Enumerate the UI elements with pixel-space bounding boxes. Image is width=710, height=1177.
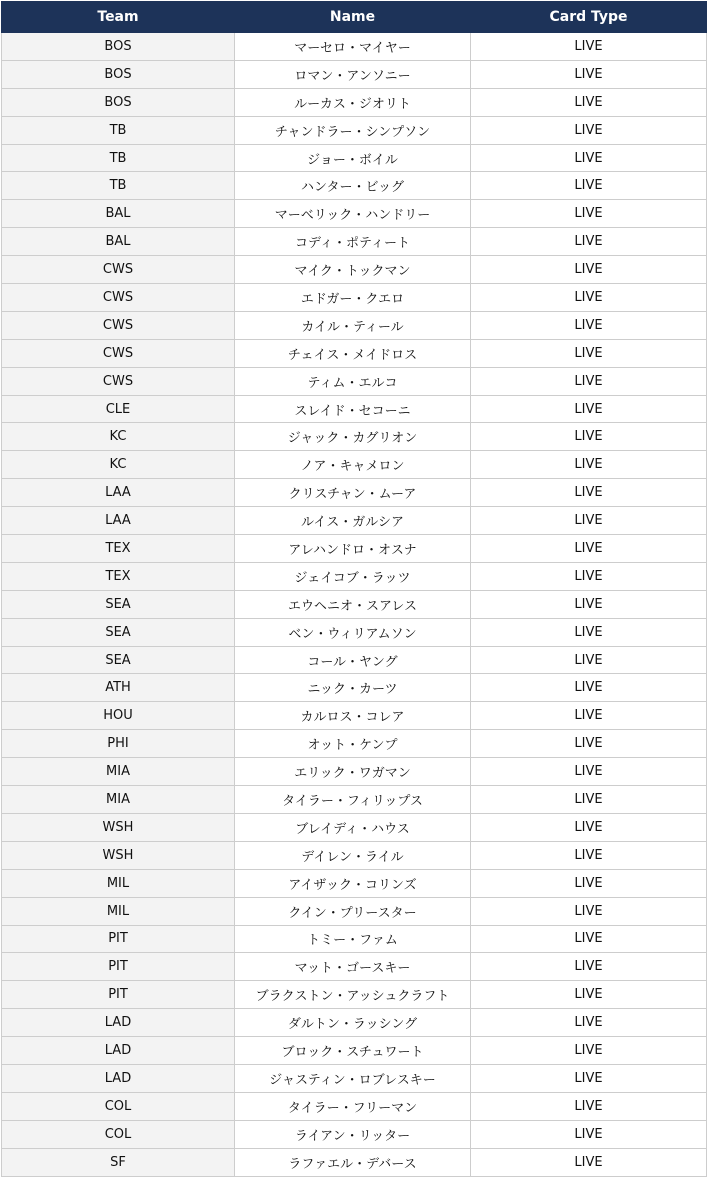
- team-cell: COL: [2, 1092, 235, 1120]
- table-row: [2, 925, 707, 953]
- table-row: [2, 1120, 707, 1148]
- card-type-cell: LIVE: [471, 869, 707, 897]
- table-row: [2, 395, 707, 423]
- table-row: [2, 1092, 707, 1120]
- card-type-cell: LIVE: [471, 618, 707, 646]
- card-type-cell: LIVE: [471, 1064, 707, 1092]
- card-type-cell: LIVE: [471, 33, 707, 61]
- table-row: [2, 451, 707, 479]
- team-cell: COL: [2, 1120, 235, 1148]
- card-type-cell: LIVE: [471, 646, 707, 674]
- table-row: [2, 33, 707, 61]
- team-cell: LAA: [2, 479, 235, 507]
- table-row: [2, 702, 707, 730]
- table-row: [2, 367, 707, 395]
- player-name-cell: エリック・ワガマン: [235, 758, 471, 786]
- table-row: [2, 1009, 707, 1037]
- card-type-cell: LIVE: [471, 730, 707, 758]
- team-cell: PHI: [2, 730, 235, 758]
- card-type-cell: LIVE: [471, 311, 707, 339]
- card-type-cell: LIVE: [471, 200, 707, 228]
- card-type-cell: LIVE: [471, 1009, 707, 1037]
- team-cell: MIL: [2, 869, 235, 897]
- table-row: [2, 674, 707, 702]
- team-cell: LAD: [2, 1009, 235, 1037]
- player-name-cell: エドガー・クエロ: [235, 284, 471, 312]
- card-type-cell: LIVE: [471, 758, 707, 786]
- team-cell: HOU: [2, 702, 235, 730]
- table-row: [2, 618, 707, 646]
- player-name-cell: ティム・エルコ: [235, 367, 471, 395]
- table-row: [2, 228, 707, 256]
- player-name-cell: ブロック・スチュワート: [235, 1037, 471, 1065]
- team-cell: BOS: [2, 33, 235, 61]
- card-type-cell: LIVE: [471, 172, 707, 200]
- player-name-cell: オット・ケンプ: [235, 730, 471, 758]
- table-row: [2, 339, 707, 367]
- name-column-header: Name: [235, 2, 471, 33]
- table-body: [2, 33, 707, 1177]
- player-name-cell: カイル・ティール: [235, 311, 471, 339]
- player-name-cell: コール・ヤング: [235, 646, 471, 674]
- player-name-cell: マイク・トックマン: [235, 256, 471, 284]
- card-type-cell: LIVE: [471, 925, 707, 953]
- table-row: [2, 562, 707, 590]
- card-type-cell: LIVE: [471, 228, 707, 256]
- card-type-cell: LIVE: [471, 339, 707, 367]
- card-type-cell: LIVE: [471, 256, 707, 284]
- table-row: [2, 88, 707, 116]
- card-type-cell: LIVE: [471, 981, 707, 1009]
- player-name-cell: ノア・キャメロン: [235, 451, 471, 479]
- team-cell: CLE: [2, 395, 235, 423]
- table-row: [2, 813, 707, 841]
- player-name-cell: アレハンドロ・オスナ: [235, 535, 471, 563]
- player-name-cell: カルロス・コレア: [235, 702, 471, 730]
- team-cell: LAD: [2, 1037, 235, 1065]
- player-name-cell: ジェイコブ・ラッツ: [235, 562, 471, 590]
- card-type-cell: LIVE: [471, 423, 707, 451]
- table-header: [2, 2, 707, 33]
- player-name-cell: ダルトン・ラッシング: [235, 1009, 471, 1037]
- card-type-cell: LIVE: [471, 116, 707, 144]
- table-row: [2, 284, 707, 312]
- player-name-cell: エウヘニオ・スアレス: [235, 590, 471, 618]
- player-name-cell: ベン・ウィリアムソン: [235, 618, 471, 646]
- player-name-cell: スレイド・セコーニ: [235, 395, 471, 423]
- team-cell: SF: [2, 1148, 235, 1176]
- player-name-cell: ラファエル・デバース: [235, 1148, 471, 1176]
- team-cell: SEA: [2, 618, 235, 646]
- table-row: [2, 646, 707, 674]
- player-name-cell: ジャック・カグリオン: [235, 423, 471, 451]
- team-cell: SEA: [2, 590, 235, 618]
- card-type-cell: LIVE: [471, 367, 707, 395]
- card-type-cell: LIVE: [471, 786, 707, 814]
- table-row: [2, 953, 707, 981]
- roster-table-container: [1, 1, 706, 1177]
- table-row: [2, 535, 707, 563]
- player-name-cell: ルイス・ガルシア: [235, 507, 471, 535]
- card-type-cell: LIVE: [471, 60, 707, 88]
- player-name-cell: トミー・ファム: [235, 925, 471, 953]
- card-type-cell: LIVE: [471, 562, 707, 590]
- player-name-cell: ブラクストン・アッシュクラフト: [235, 981, 471, 1009]
- team-cell: CWS: [2, 284, 235, 312]
- team-cell: BOS: [2, 88, 235, 116]
- roster-table: [1, 1, 707, 1177]
- team-cell: LAA: [2, 507, 235, 535]
- player-name-cell: コディ・ポティート: [235, 228, 471, 256]
- player-name-cell: ルーカス・ジオリト: [235, 88, 471, 116]
- table-row: [2, 730, 707, 758]
- player-name-cell: マーベリック・ハンドリー: [235, 200, 471, 228]
- card-type-cell: LIVE: [471, 841, 707, 869]
- table-row: [2, 60, 707, 88]
- player-name-cell: デイレン・ライル: [235, 841, 471, 869]
- player-name-cell: クリスチャン・ムーア: [235, 479, 471, 507]
- team-cell: ATH: [2, 674, 235, 702]
- card-type-cell: LIVE: [471, 88, 707, 116]
- card-type-cell: LIVE: [471, 451, 707, 479]
- table-row: [2, 758, 707, 786]
- team-cell: BAL: [2, 228, 235, 256]
- table-row: [2, 200, 707, 228]
- player-name-cell: ライアン・リッター: [235, 1120, 471, 1148]
- card-type-cell: LIVE: [471, 674, 707, 702]
- card-type-cell: LIVE: [471, 507, 707, 535]
- card-type-cell: LIVE: [471, 1092, 707, 1120]
- player-name-cell: クイン・プリースター: [235, 897, 471, 925]
- card-type-column-header: Card Type: [471, 2, 707, 33]
- player-name-cell: ハンター・ビッグ: [235, 172, 471, 200]
- team-cell: SEA: [2, 646, 235, 674]
- table-row: [2, 869, 707, 897]
- team-cell: CWS: [2, 339, 235, 367]
- team-cell: BAL: [2, 200, 235, 228]
- team-cell: LAD: [2, 1064, 235, 1092]
- card-type-cell: LIVE: [471, 1120, 707, 1148]
- card-type-cell: LIVE: [471, 953, 707, 981]
- table-row: [2, 256, 707, 284]
- card-type-cell: LIVE: [471, 1037, 707, 1065]
- player-name-cell: チェイス・メイドロス: [235, 339, 471, 367]
- card-type-cell: LIVE: [471, 702, 707, 730]
- table-row: [2, 1037, 707, 1065]
- card-type-cell: LIVE: [471, 284, 707, 312]
- team-cell: WSH: [2, 841, 235, 869]
- player-name-cell: ロマン・アンソニー: [235, 60, 471, 88]
- player-name-cell: ブレイディ・ハウス: [235, 813, 471, 841]
- table-row: [2, 144, 707, 172]
- team-cell: BOS: [2, 60, 235, 88]
- card-type-cell: LIVE: [471, 813, 707, 841]
- table-row: [2, 116, 707, 144]
- team-cell: KC: [2, 423, 235, 451]
- card-type-cell: LIVE: [471, 590, 707, 618]
- team-cell: TB: [2, 116, 235, 144]
- team-cell: TB: [2, 172, 235, 200]
- table-row: [2, 981, 707, 1009]
- team-cell: WSH: [2, 813, 235, 841]
- player-name-cell: マーセロ・マイヤー: [235, 33, 471, 61]
- team-cell: TEX: [2, 535, 235, 563]
- team-cell: TB: [2, 144, 235, 172]
- table-row: [2, 590, 707, 618]
- team-cell: PIT: [2, 925, 235, 953]
- table-row: [2, 841, 707, 869]
- team-cell: PIT: [2, 953, 235, 981]
- table-row: [2, 507, 707, 535]
- table-row: [2, 897, 707, 925]
- table-row: [2, 1064, 707, 1092]
- card-type-cell: LIVE: [471, 897, 707, 925]
- player-name-cell: マット・ゴースキー: [235, 953, 471, 981]
- card-type-cell: LIVE: [471, 1148, 707, 1176]
- team-cell: PIT: [2, 981, 235, 1009]
- player-name-cell: チャンドラー・シンプソン: [235, 116, 471, 144]
- card-type-cell: LIVE: [471, 144, 707, 172]
- team-column-header: Team: [2, 2, 235, 33]
- team-cell: MIA: [2, 786, 235, 814]
- card-type-cell: LIVE: [471, 395, 707, 423]
- player-name-cell: アイザック・コリンズ: [235, 869, 471, 897]
- card-type-cell: LIVE: [471, 535, 707, 563]
- table-row: [2, 423, 707, 451]
- player-name-cell: ジョー・ボイル: [235, 144, 471, 172]
- table-row: [2, 311, 707, 339]
- team-cell: CWS: [2, 256, 235, 284]
- table-row: [2, 786, 707, 814]
- team-cell: MIA: [2, 758, 235, 786]
- card-type-cell: LIVE: [471, 479, 707, 507]
- team-cell: CWS: [2, 367, 235, 395]
- team-cell: TEX: [2, 562, 235, 590]
- player-name-cell: ジャスティン・ロブレスキー: [235, 1064, 471, 1092]
- table-row: [2, 172, 707, 200]
- player-name-cell: タイラー・フィリップス: [235, 786, 471, 814]
- team-cell: MIL: [2, 897, 235, 925]
- team-cell: KC: [2, 451, 235, 479]
- table-row: [2, 479, 707, 507]
- player-name-cell: ニック・カーツ: [235, 674, 471, 702]
- team-cell: CWS: [2, 311, 235, 339]
- player-name-cell: タイラー・フリーマン: [235, 1092, 471, 1120]
- header-row: [2, 2, 707, 33]
